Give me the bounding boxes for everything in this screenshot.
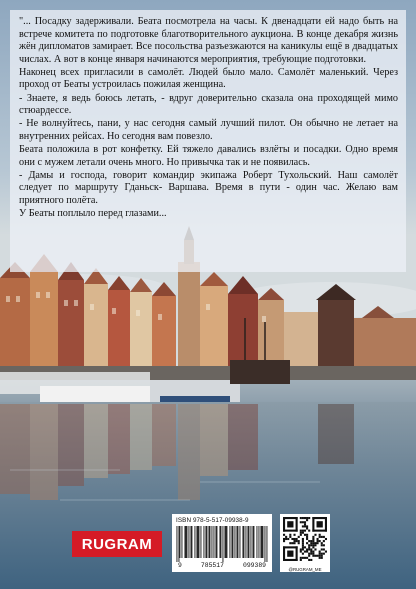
barcode-digits-mid: 785517 xyxy=(200,562,224,569)
annotation-paragraph: У Беаты поплыло перед глазами... xyxy=(19,207,167,219)
qr-code-icon xyxy=(283,517,327,561)
isbn-barcode xyxy=(172,514,272,572)
annotation-paragraph: - Знаете, я ведь боюсь летать, - вдруг доверительно сказала она проходящей мимо стюардессе. xyxy=(19,92,398,117)
annotation-paragraph: Наконец всех пригласили в самолёт. Людей было мало. Самолёт маленький. Через проход от Беаты устроилась пожилая женщина. xyxy=(19,66,398,91)
annotation-panel xyxy=(10,10,406,272)
qr-code-block xyxy=(280,514,330,572)
isbn-label: ISBN 978-5-517-09938-9 xyxy=(176,517,249,524)
barcode-icon xyxy=(176,526,268,562)
barcode-digit-first: 9 xyxy=(178,562,182,569)
annotation-paragraph: - Дамы и господа, говорит командир экипажа Роберт Тухольский. Наш самолёт следует по маршруту Гданьск- Варшава. Время в пути - один час. Желаю вам приятного полёта. xyxy=(19,169,398,206)
annotation-paragraph: "... Посадку задерживали. Беата посмотрела на часы. К двенадцати ей надо быть на встрече комитета по подготовке благотворительного аукциона. В конце декабря жизнь жён дипломатов замирает. Все посольства разъезжаются на каникулы ещё в двадцатых числах. А вот в конце января начинаются мероприятия, требующие подготовки. xyxy=(19,16,398,65)
barcode-digits-last: 099389 xyxy=(242,562,266,569)
annotation-paragraph: - Не волнуйтесь, пани, у нас сегодня самый лучший пилот. Он обычно не летает на внутренних рейсах. Но сегодня вам повезло. xyxy=(19,118,398,142)
barcode-digits xyxy=(176,562,268,569)
annotation-paragraph: Беата положила в рот конфетку. Ей тяжело давались взлёты и посадки. Одно время они с мужем летали очень много. Но привычка так и не появилась. xyxy=(19,143,398,168)
publisher-logo-text: RUGRAM xyxy=(81,535,153,553)
publisher-logo xyxy=(72,531,162,557)
qr-caption: @RUGRAM_ME xyxy=(288,567,322,572)
